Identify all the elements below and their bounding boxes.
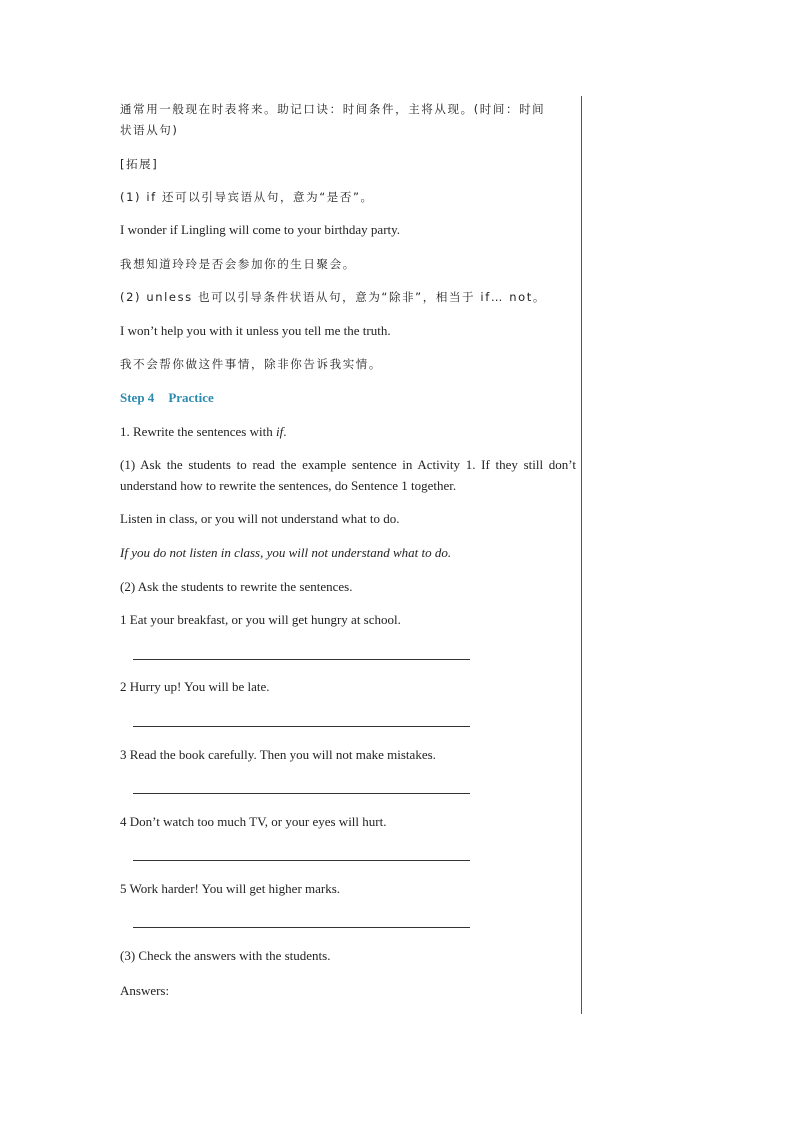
answers-label: Answers:	[120, 983, 170, 998]
example-answer: If you do not listen in class, you will not understand what to do.	[120, 545, 452, 560]
instruction-line: (1) Ask the students to read the example sentence in Activity 1. If they still don’t	[120, 457, 576, 472]
answer-blank[interactable]	[133, 793, 470, 794]
example-sentence: I wonder if Lingling will come to your birthday party.	[120, 222, 401, 237]
example-sentence: Listen in class, or you will not understand what to do.	[120, 511, 400, 526]
practice-heading-suffix: .	[283, 424, 287, 439]
instruction-line: understand how to rewrite the sentences, do Sentence 1 together.	[120, 478, 457, 493]
translation-line: 我想知道玲玲是否会参加你的生日聚会。	[120, 257, 356, 271]
answer-blank[interactable]	[133, 726, 470, 727]
translation-line: 我不会帮你做这件事情，除非你告诉我实情。	[120, 357, 382, 371]
practice-heading-prefix: 1. Rewrite the sentences with	[120, 424, 276, 439]
answer-blank[interactable]	[133, 860, 470, 861]
step-heading	[120, 390, 214, 406]
answer-blank[interactable]	[133, 659, 470, 660]
section-label: [拓展]	[120, 157, 159, 171]
table-right-border	[581, 96, 582, 1014]
exercise-item: 2 Hurry up! You will be late.	[120, 679, 270, 694]
instruction-line: (3) Check the answers with the students.	[120, 948, 331, 963]
exercise-item: 3 Read the book carefully. Then you will not make mistakes.	[120, 747, 436, 762]
instruction-line: (2) Ask the students to rewrite the sentences.	[120, 579, 353, 594]
answer-blank[interactable]	[133, 927, 470, 928]
practice-heading-word: if	[275, 424, 284, 439]
step-title: Practice	[168, 390, 214, 405]
text-line: (1) if 还可以引导宾语从句，意为“是否”。	[120, 190, 374, 204]
practice-heading	[120, 424, 286, 440]
exercise-item: 4 Don’t watch too much TV, or your eyes will hurt.	[120, 814, 387, 829]
example-sentence: I won’t help you with it unless you tell me the truth.	[120, 323, 391, 338]
text-line: (2) unless 也可以引导条件状语从句，意为“除非”，相当于 if… not。	[120, 290, 546, 304]
exercise-item: 5 Work harder! You will get higher marks.	[120, 881, 341, 896]
exercise-item: 1 Eat your breakfast, or you will get hungry at school.	[120, 612, 401, 627]
text-line: 状语从句)	[120, 123, 179, 137]
text-line: 通常用一般现在时表将来。助记口诀：时间条件，主将从现。(时间：时间	[120, 102, 546, 116]
step-label: Step 4	[120, 390, 155, 405]
